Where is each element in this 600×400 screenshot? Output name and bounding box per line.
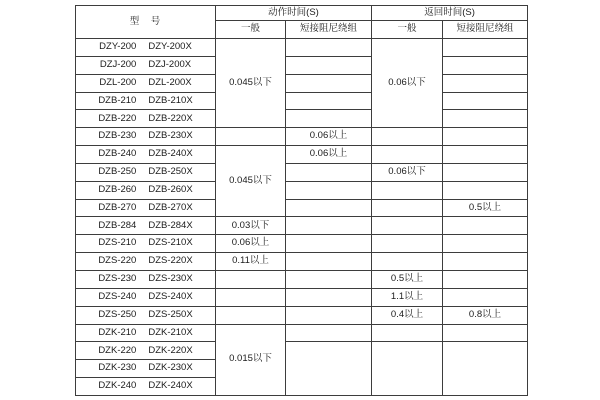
model-name-variant: DZL-200X xyxy=(148,76,192,88)
spec-table-body xyxy=(76,39,528,396)
model-cell xyxy=(76,199,216,217)
cell-return-time-damping xyxy=(443,74,528,92)
model-pair xyxy=(76,167,215,177)
table-row xyxy=(76,288,528,306)
model-pair xyxy=(76,381,215,391)
cell-action-time-general: 0.11以上 xyxy=(216,253,286,271)
cell-return-time-damping xyxy=(443,181,528,199)
cell-return-time-damping xyxy=(443,235,528,253)
table-row xyxy=(76,74,528,92)
cell-return-time-general: 0.06以下 xyxy=(372,39,443,128)
cell-return-time-general xyxy=(372,146,443,164)
model-pair xyxy=(76,221,215,231)
model-pair xyxy=(76,256,215,266)
table-header xyxy=(76,6,528,39)
model-pair xyxy=(76,60,215,70)
relay-spec-table xyxy=(75,5,528,396)
cell-return-time-damping xyxy=(443,270,528,288)
cell-return-time-general xyxy=(372,324,443,342)
cell-action-time-damping xyxy=(286,324,372,342)
cell-return-time-damping xyxy=(443,39,528,57)
model-cell xyxy=(76,181,216,199)
cell-return-time-damping xyxy=(443,92,528,110)
model-pair xyxy=(76,292,215,302)
cell-action-time-damping xyxy=(286,306,372,324)
table-row xyxy=(76,146,528,164)
cell-action-time-damping: 0.06以上 xyxy=(286,128,372,146)
cell-action-time-general xyxy=(216,288,286,306)
cell-action-time-damping xyxy=(286,235,372,253)
cell-return-time-damping xyxy=(443,110,528,128)
model-name-primary: DZK-210 xyxy=(98,326,137,338)
model-name-variant: DZK-220X xyxy=(148,344,193,356)
model-name-variant: DZY-200X xyxy=(148,41,192,53)
cell-return-time-general xyxy=(372,181,443,199)
model-cell xyxy=(76,39,216,57)
cell-return-time-general xyxy=(372,235,443,253)
cell-return-time-general xyxy=(372,342,443,396)
model-pair xyxy=(76,238,215,248)
table-row xyxy=(76,235,528,253)
model-name-variant: DZB-210X xyxy=(148,94,193,106)
column-group-action-time: 动作时间(S) xyxy=(216,6,372,21)
table-row xyxy=(76,217,528,235)
model-pair xyxy=(76,131,215,141)
model-pair xyxy=(76,274,215,284)
model-name-primary: DZL-200 xyxy=(99,76,137,88)
model-name-variant: DZS-210X xyxy=(148,237,193,249)
cell-action-time-general: 0.045以下 xyxy=(216,146,286,217)
cell-action-time-damping xyxy=(286,163,372,181)
model-cell xyxy=(76,92,216,110)
cell-action-time-damping xyxy=(286,342,372,396)
model-cell xyxy=(76,56,216,74)
model-name-primary: DZS-230 xyxy=(98,273,137,285)
model-name-primary: DZB-250 xyxy=(98,166,137,178)
cell-return-time-general: 1.1以上 xyxy=(372,288,443,306)
table-row xyxy=(76,324,528,342)
table-row xyxy=(76,163,528,181)
model-name-primary: DZJ-200 xyxy=(99,59,137,71)
cell-action-time-damping xyxy=(286,110,372,128)
model-name-variant: DZB-250X xyxy=(148,166,193,178)
column-header-return-damping: 短接阻尼绕组 xyxy=(443,21,528,39)
cell-return-time-damping xyxy=(443,146,528,164)
model-name-variant: DZB-260X xyxy=(148,183,193,195)
model-name-primary: DZY-200 xyxy=(99,41,137,53)
model-cell xyxy=(76,217,216,235)
cell-action-time-general: 0.03以下 xyxy=(216,217,286,235)
cell-action-time-general xyxy=(216,306,286,324)
model-name-variant: DZS-220X xyxy=(148,255,193,267)
cell-return-time-general: 0.5以上 xyxy=(372,270,443,288)
model-cell xyxy=(76,342,216,360)
model-name-primary: DZB-220 xyxy=(98,112,137,124)
header-row-groups xyxy=(76,6,528,21)
cell-return-time-damping: 0.5以上 xyxy=(443,199,528,217)
model-name-primary: DZB-260 xyxy=(98,183,137,195)
model-cell xyxy=(76,378,216,396)
cell-action-time-damping xyxy=(286,92,372,110)
model-pair xyxy=(76,328,215,338)
model-cell xyxy=(76,146,216,164)
model-name-primary: DZS-210 xyxy=(98,237,137,249)
cell-action-time-damping xyxy=(286,199,372,217)
cell-return-time-damping xyxy=(443,288,528,306)
cell-return-time-general xyxy=(372,199,443,217)
model-name-variant: DZS-240X xyxy=(148,291,193,303)
model-name-variant: DZK-210X xyxy=(148,326,193,338)
cell-action-time-damping xyxy=(286,39,372,57)
cell-action-time-general: 0.015以下 xyxy=(216,324,286,395)
cell-action-time-general: 0.045以下 xyxy=(216,39,286,128)
cell-return-time-damping: 0.8以上 xyxy=(443,306,528,324)
table-row xyxy=(76,342,528,360)
model-pair xyxy=(76,149,215,159)
model-name-variant: DZJ-200X xyxy=(148,59,192,71)
model-cell xyxy=(76,74,216,92)
column-header-action-general: 一般 xyxy=(216,21,286,39)
model-cell xyxy=(76,288,216,306)
model-cell xyxy=(76,235,216,253)
cell-action-time-damping xyxy=(286,74,372,92)
model-cell xyxy=(76,110,216,128)
model-pair xyxy=(76,78,215,88)
cell-action-time-damping: 0.06以上 xyxy=(286,146,372,164)
model-name-primary: DZB-230 xyxy=(98,130,137,142)
cell-return-time-general xyxy=(372,128,443,146)
model-name-primary: DZB-240 xyxy=(98,148,137,160)
model-name-variant: DZS-230X xyxy=(148,273,193,285)
model-cell xyxy=(76,324,216,342)
cell-action-time-damping xyxy=(286,288,372,306)
model-cell xyxy=(76,360,216,378)
model-pair xyxy=(76,203,215,213)
model-name-variant: DZK-240X xyxy=(148,380,193,392)
table-row xyxy=(76,306,528,324)
table-row xyxy=(76,110,528,128)
cell-return-time-general: 0.4以上 xyxy=(372,306,443,324)
model-name-primary: DZK-220 xyxy=(98,344,137,356)
cell-return-time-general xyxy=(372,253,443,271)
model-name-primary: DZK-230 xyxy=(98,362,137,374)
cell-return-time-damping xyxy=(443,56,528,74)
cell-return-time-damping xyxy=(443,324,528,342)
model-name-variant: DZS-250X xyxy=(148,308,193,320)
model-name-variant: DZB-230X xyxy=(148,130,193,142)
model-cell xyxy=(76,253,216,271)
cell-return-time-general xyxy=(372,217,443,235)
table-row xyxy=(76,128,528,146)
model-pair xyxy=(76,185,215,195)
model-pair xyxy=(76,114,215,124)
table-row xyxy=(76,56,528,74)
table-row xyxy=(76,270,528,288)
model-pair xyxy=(76,346,215,356)
model-name-primary: DZS-220 xyxy=(98,255,137,267)
cell-return-time-damping xyxy=(443,217,528,235)
table-row xyxy=(76,92,528,110)
cell-action-time-damping xyxy=(286,181,372,199)
model-cell xyxy=(76,163,216,181)
model-pair xyxy=(76,96,215,106)
cell-action-time-damping xyxy=(286,217,372,235)
cell-action-time-damping xyxy=(286,253,372,271)
model-name-variant: DZB-270X xyxy=(148,201,193,213)
column-header-return-general: 一般 xyxy=(372,21,443,39)
model-cell xyxy=(76,306,216,324)
model-name-variant: DZB-240X xyxy=(148,148,193,160)
cell-action-time-damping xyxy=(286,270,372,288)
model-name-variant: DZB-284X xyxy=(148,219,193,231)
table-row xyxy=(76,253,528,271)
model-name-primary: DZB-270 xyxy=(98,201,137,213)
column-group-return-time: 返回时间(S) xyxy=(372,6,528,21)
model-name-primary: DZK-240 xyxy=(98,380,137,392)
model-cell xyxy=(76,128,216,146)
cell-return-time-damping xyxy=(443,163,528,181)
model-pair xyxy=(76,310,215,320)
table-row xyxy=(76,39,528,57)
table-row xyxy=(76,199,528,217)
cell-return-time-damping xyxy=(443,253,528,271)
cell-action-time-general: 0.06以上 xyxy=(216,235,286,253)
model-name-primary: DZB-284 xyxy=(98,219,137,231)
column-header-model: 型 号 xyxy=(76,6,216,39)
model-name-primary: DZS-240 xyxy=(98,291,137,303)
model-name-variant: DZB-220X xyxy=(148,112,193,124)
model-pair xyxy=(76,42,215,52)
model-pair xyxy=(76,363,215,373)
cell-action-time-general xyxy=(216,270,286,288)
model-cell xyxy=(76,270,216,288)
cell-return-time-damping xyxy=(443,342,528,396)
model-name-primary: DZS-250 xyxy=(98,308,137,320)
model-name-primary: DZB-210 xyxy=(98,94,137,106)
cell-action-time-damping xyxy=(286,56,372,74)
column-header-action-damping: 短接阻尼绕组 xyxy=(286,21,372,39)
cell-return-time-damping xyxy=(443,128,528,146)
cell-action-time-general xyxy=(216,128,286,146)
cell-return-time-general: 0.06以下 xyxy=(372,163,443,181)
table-row xyxy=(76,181,528,199)
model-name-variant: DZK-230X xyxy=(148,362,193,374)
